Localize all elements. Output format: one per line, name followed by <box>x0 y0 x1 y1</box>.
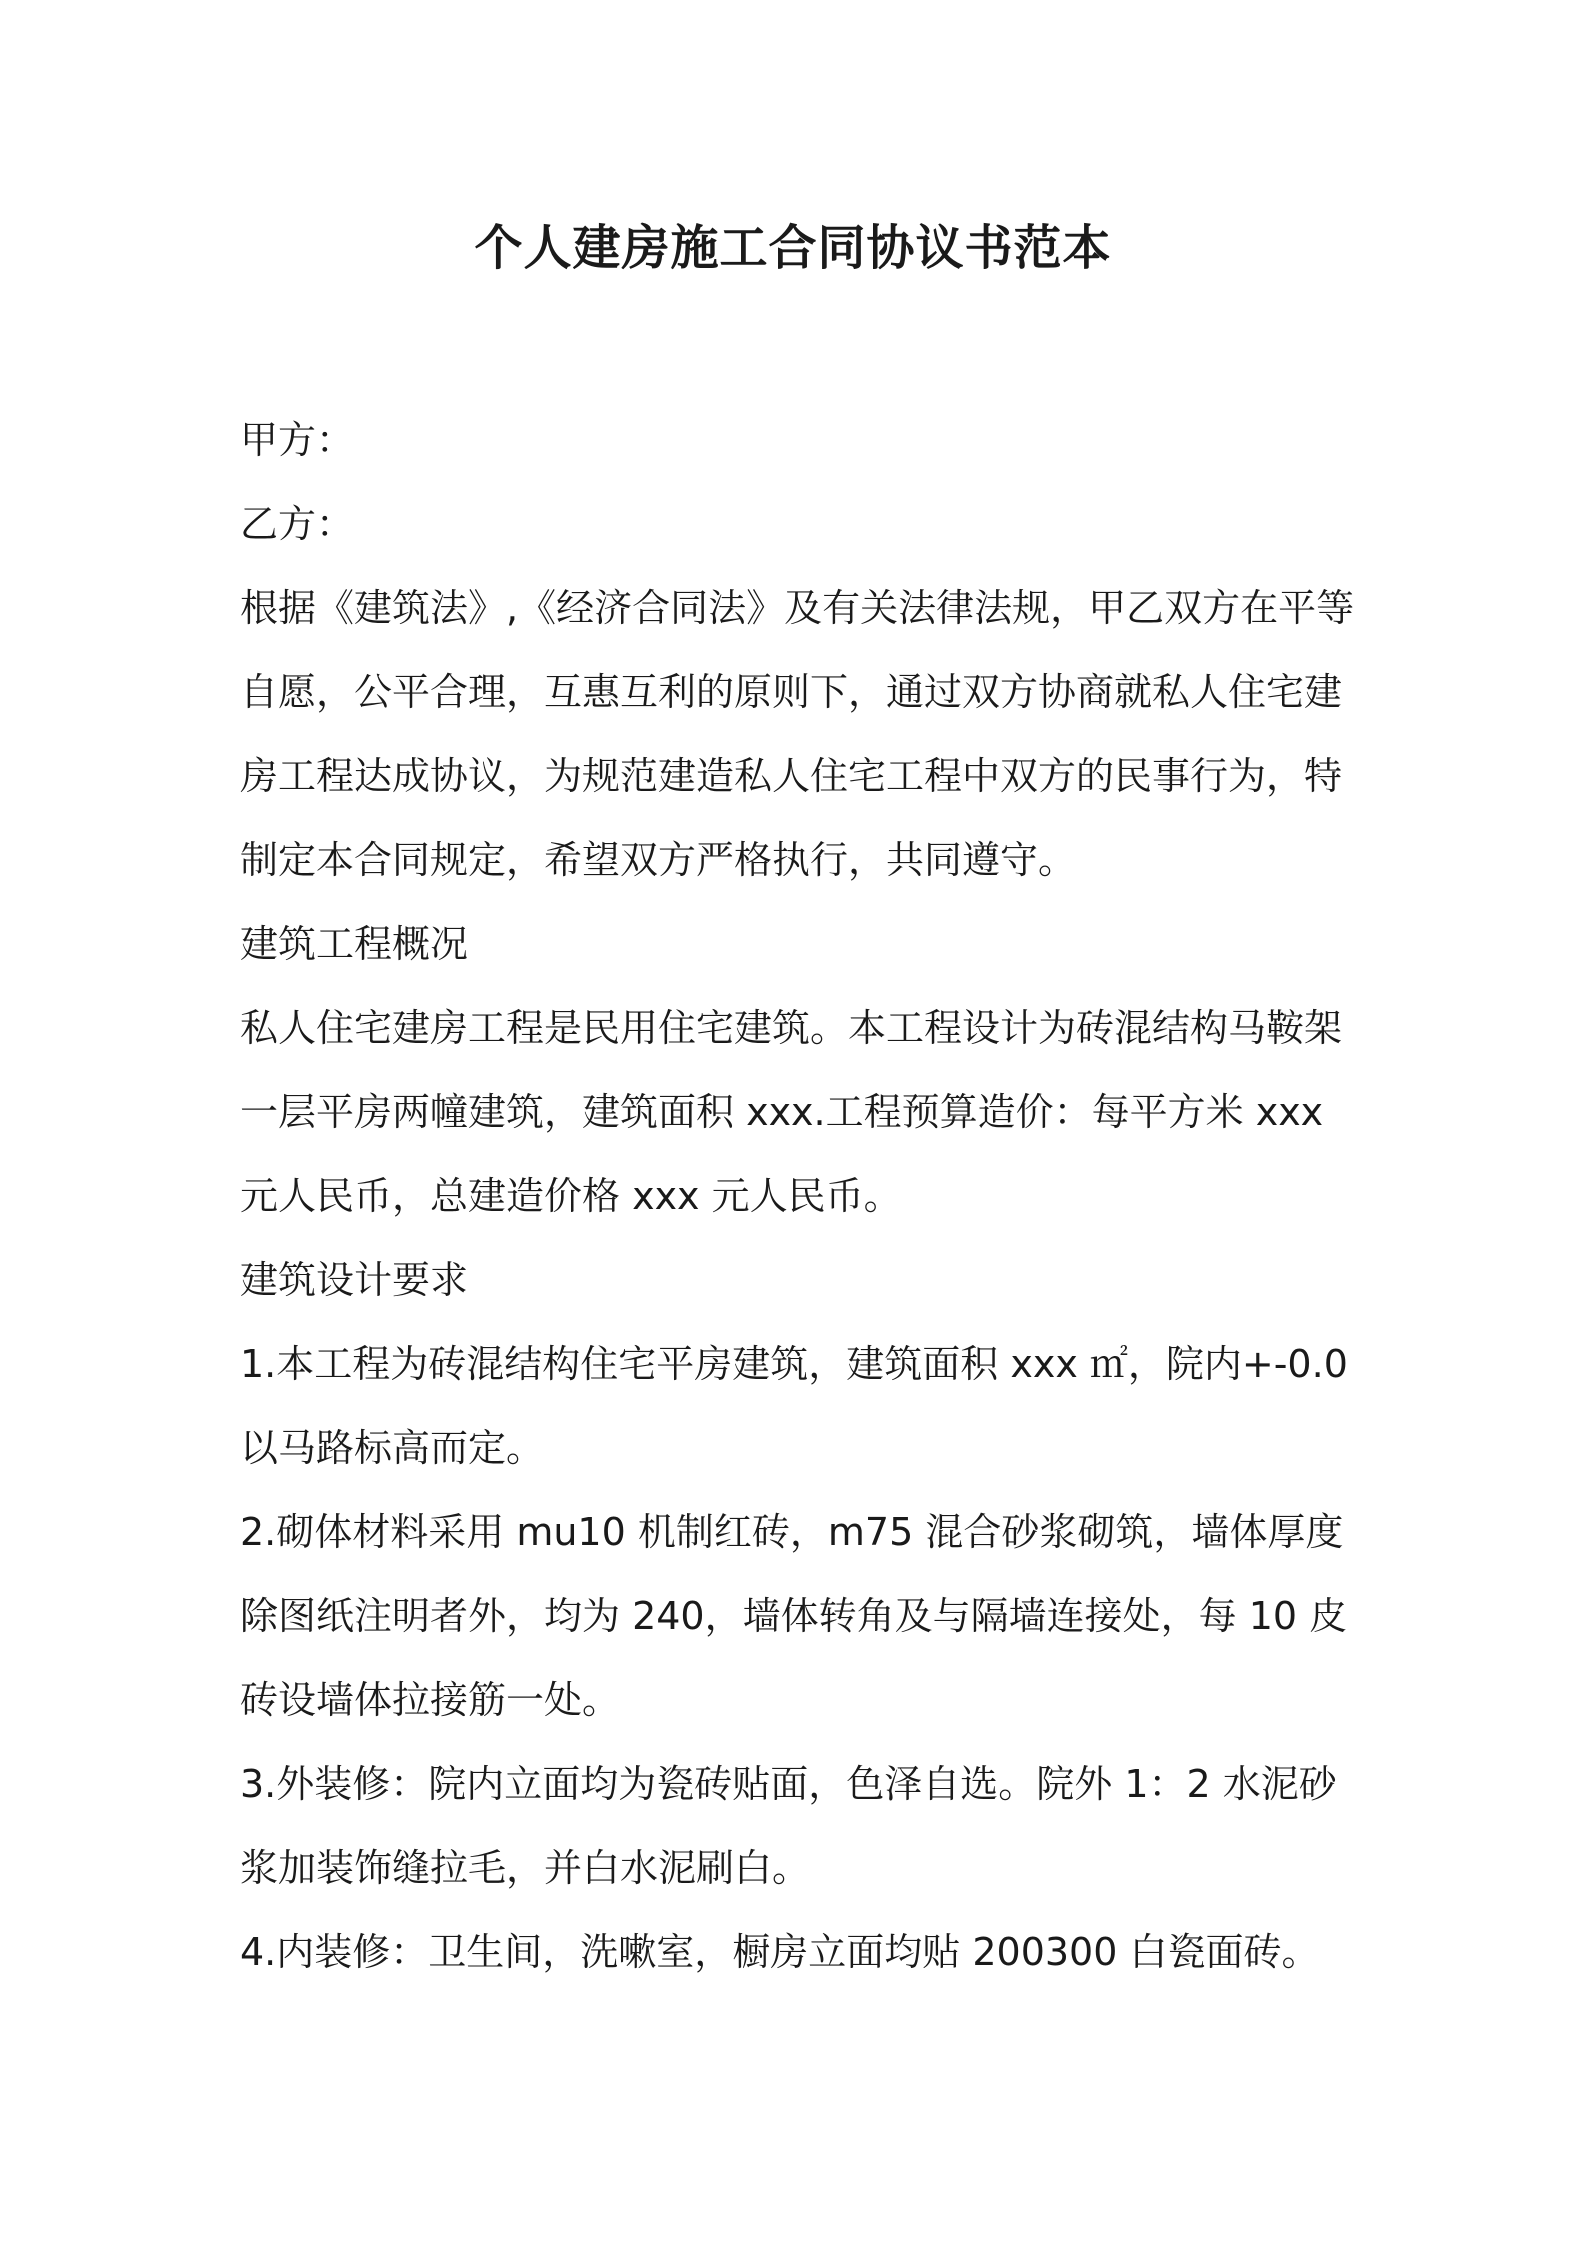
party-a-label: 甲方： <box>240 418 355 462</box>
document-title: 个人建房施工合同协议书范本 <box>474 220 1112 276</box>
design-item-1: 1.本工程为砖混结构住宅平房建筑，建筑面积 xxx ㎡，院内+-0.0 以马路标高而定。 <box>240 1342 1348 1470</box>
design-item-2: 2.砌体材料采用 mu10 机制红砖，m75 混合砂浆砌筑，墙体厚度除图纸注明者外，均为 240，墙体转角及与隔墙连接处，每 10 皮砖设墙体拉接筋一处。 <box>240 1510 1348 1722</box>
party-b-label: 乙方： <box>240 502 355 546</box>
document-body <box>240 398 1360 1994</box>
design-item-4: 4.内装修：卫生间，洗嗽室，橱房立面均贴 200300 白瓷面砖。 <box>240 1930 1320 1974</box>
design-item-3: 3.外装修：院内立面均为瓷砖贴面，色泽自选。院外 1：2 水泥砂浆加装饰缝拉毛，并白水泥刷白。 <box>240 1762 1337 1890</box>
section-design-heading: 建筑设计要求 <box>240 1258 469 1302</box>
section-overview-heading: 建筑工程概况 <box>240 922 469 966</box>
section-overview-paragraph: 私人住宅建房工程是民用住宅建筑。本工程设计为砖混结构马鞍架一层平房两幢建筑，建筑面积 xxx.工程预算造价：每平方米 xxx 元人民币，总建造价格 xxx 元人民币。 <box>240 1006 1343 1218</box>
intro-paragraph: 根据《建筑法》,《经济合同法》及有关法律法规，甲乙双方在平等自愿，公平合理，互惠互利的原则下，通过双方协商就私人住宅建房工程达成协议，为规范建造私人住宅工程中双方的民事行为，特制定本合同规定，希望双方严格执行，共同遵守。 <box>240 586 1355 882</box>
